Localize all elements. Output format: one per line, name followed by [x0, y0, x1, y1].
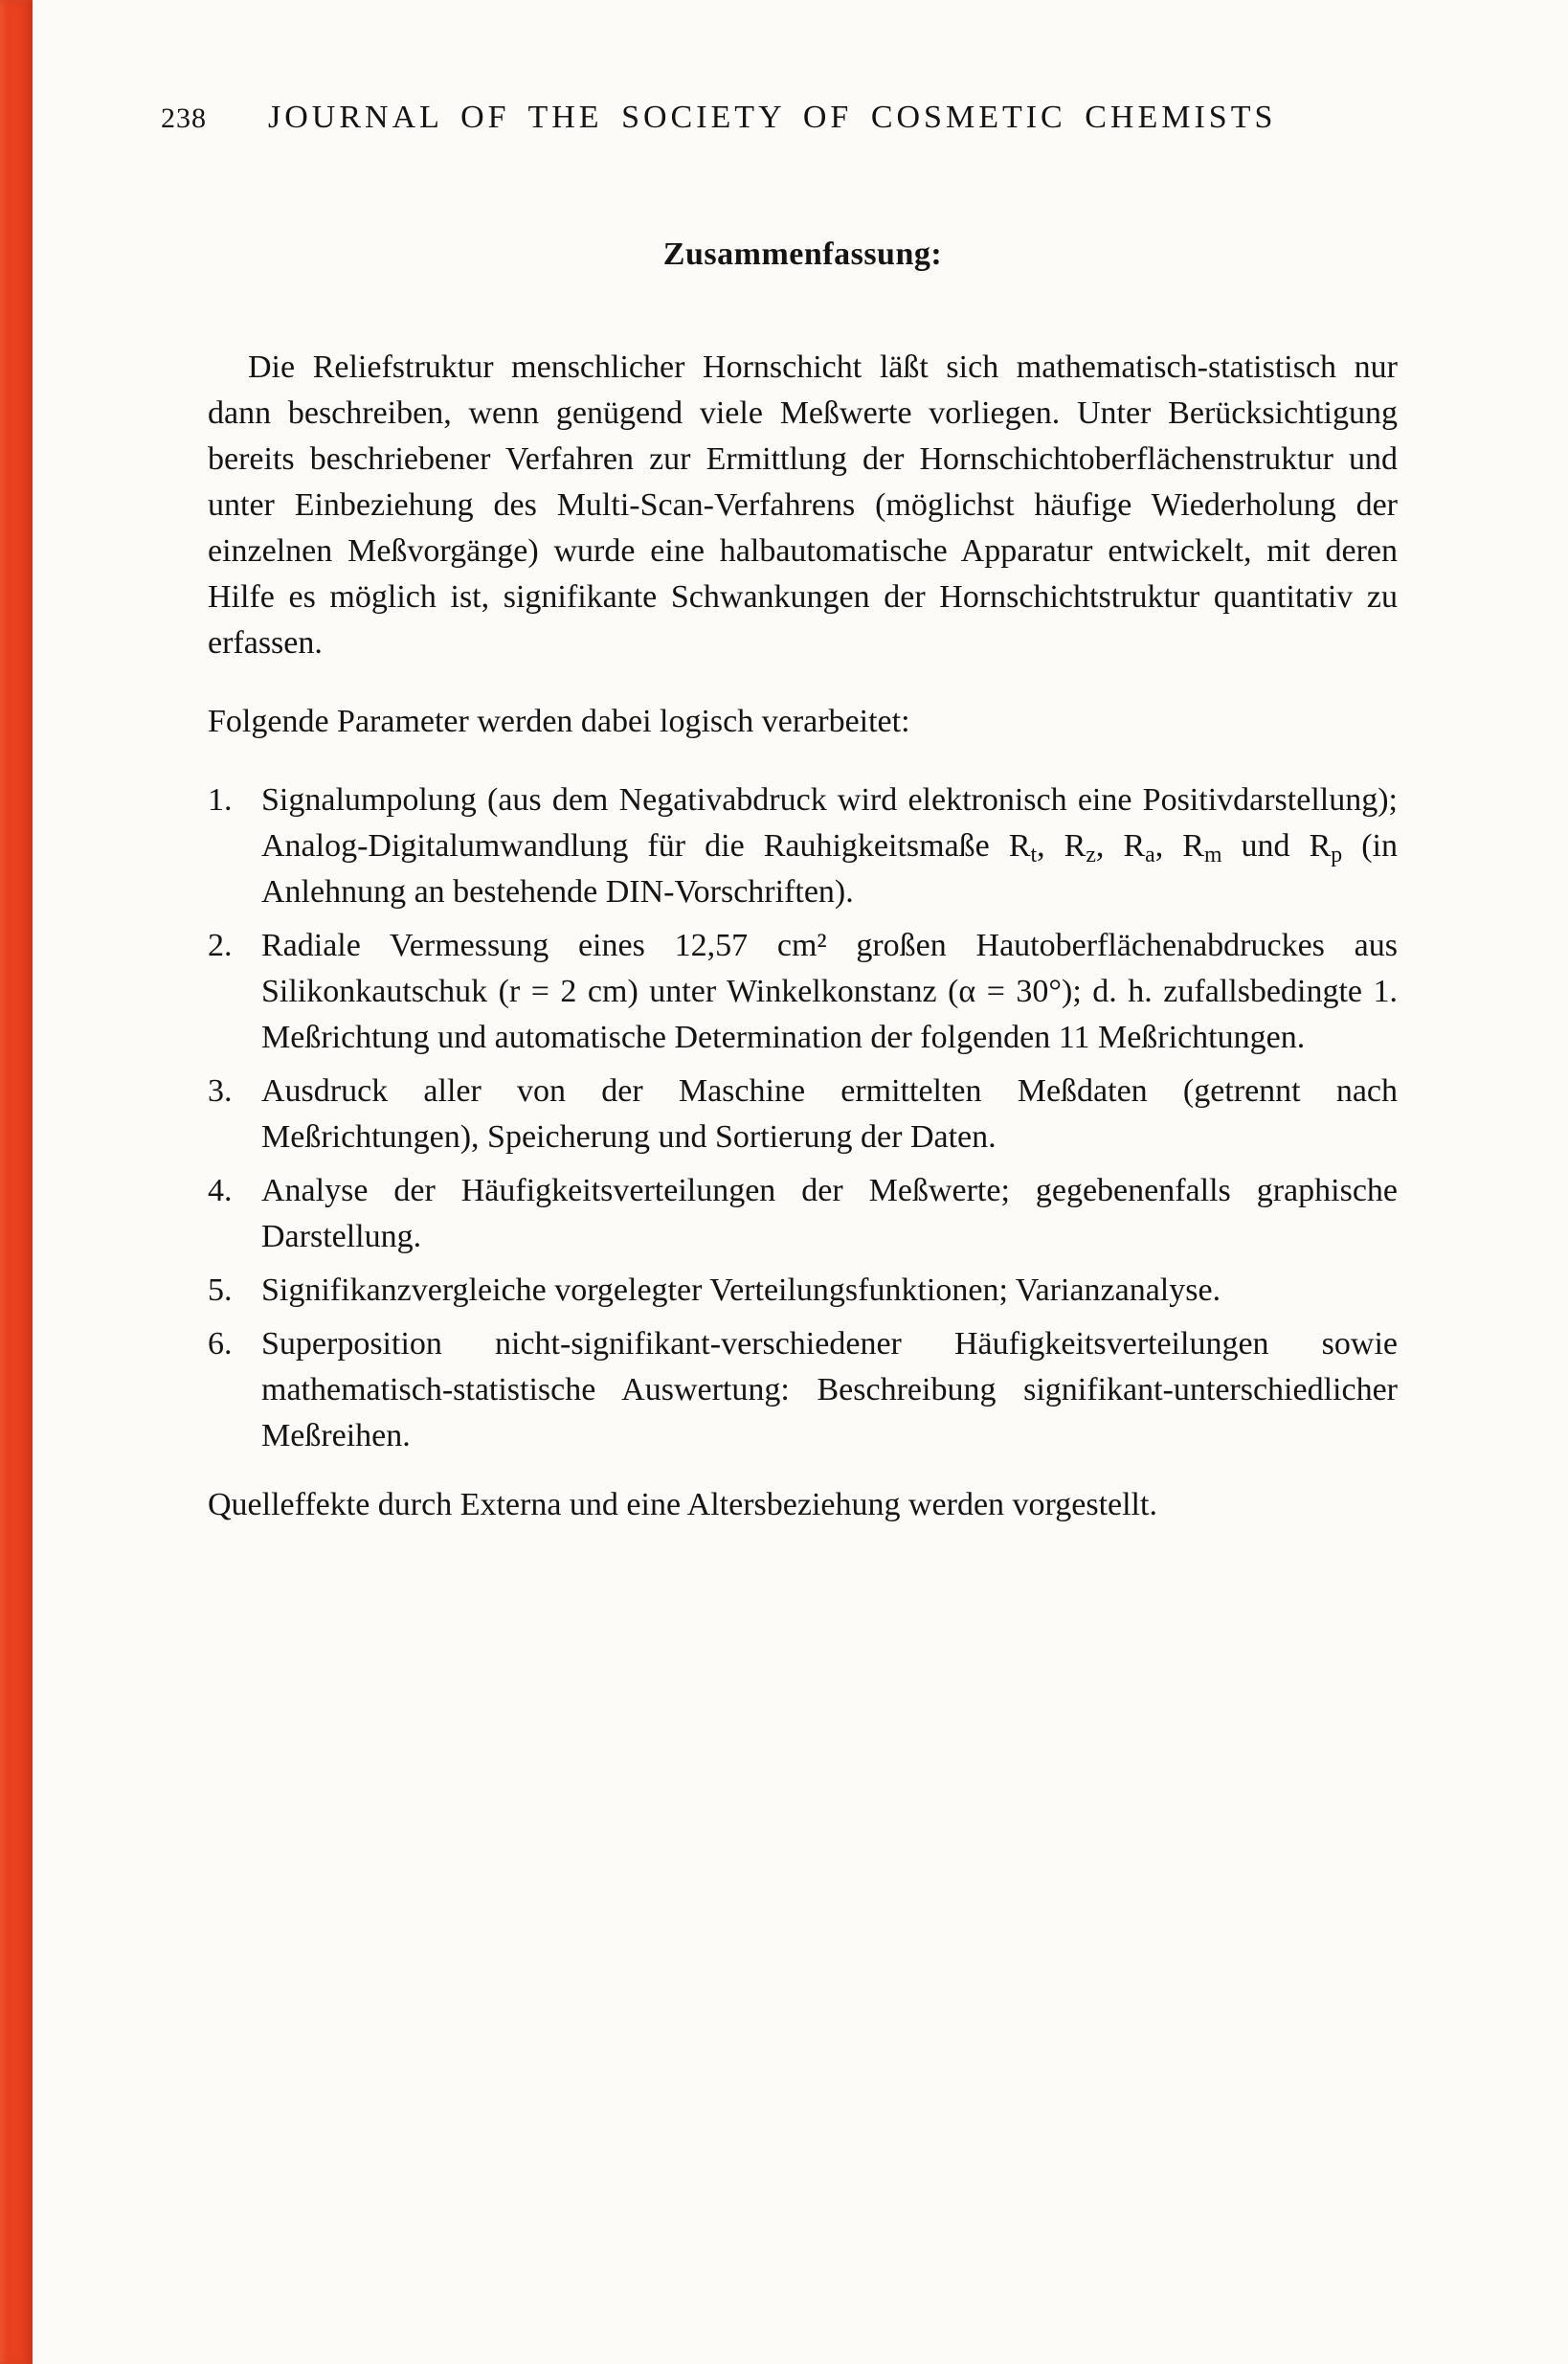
parameter-list — [208, 777, 1398, 1459]
section-title: Zusammenfassung: — [662, 236, 943, 272]
list-item-text: Superposition nicht-signifikant-verschiedener Häufigkeitsverteilungen sowie mathematisch-statistische Auswertung: Beschreibung signifikant-unterschiedlicher Meßreihen. — [261, 1326, 1398, 1453]
list-item — [208, 1268, 1398, 1314]
list-item — [208, 923, 1398, 1061]
list-item-number: 6. — [208, 1326, 233, 1362]
closing-paragraph: Quelleffekte durch Externa und eine Altersbeziehung werden vorgestellt. — [208, 1487, 1157, 1522]
scan-edge-strip — [0, 0, 33, 2364]
list-item-number: 3. — [208, 1073, 233, 1109]
parameters-lead: Folgende Parameter werden dabei logisch verarbeitet: — [208, 704, 910, 739]
list-item-number: 4. — [208, 1173, 233, 1208]
list-item-number: 1. — [208, 782, 233, 818]
journal-title: JOURNAL OF THE SOCIETY OF COSMETIC CHEMISTS — [268, 100, 1277, 135]
list-item-number: 2. — [208, 928, 233, 963]
list-item-text: Radiale Vermessung eines 12,57 cm² großen Hautoberflächenabdruckes aus Silikonkautschuk (r = 2 cm) unter Winkelkonstanz (α = 30°); d. h. zufallsbedingte 1. Meßrichtung und automatische Determination der folgenden 11 Meßrichtungen. — [261, 928, 1398, 1055]
list-item-text: Signalumpolung (aus dem Negativabdruck wird elektronisch eine Positivdarstellung); Analog-Digitalumwandlung für die Rauhigkeitsmaße $R_t$, $R_z$, $R_a$, $R_m$ und $R_p$ (in Anlehnung an bestehende DIN-Vorschriften). — [261, 782, 1398, 910]
list-item-number: 5. — [208, 1272, 233, 1308]
intro-paragraph: Die Reliefstruktur menschlicher Hornschicht läßt sich mathematisch-statistisch nur dann beschreiben, wenn genügend viele Meßwerte vorliegen. Unter Berücksichtigung bereits beschriebener Verfahren zur Ermittlung der Hornschichtoberflächenstruktur und unter Einbeziehung des Multi-Scan-Verfahrens (möglichst häufige Wiederholung der einzelnen Meßvorgänge) wurde eine halbautomatische Apparatur entwickelt, mit deren Hilfe es möglich ist, signifikante Schwankungen der Hornschichtstruktur quantitativ zu erfassen. — [208, 349, 1398, 661]
list-item — [208, 1321, 1398, 1459]
page-number: 238 — [161, 102, 207, 134]
list-item-text: Analyse der Häufigkeitsverteilungen der Meßwerte; gegebenenfalls graphische Darstellung. — [261, 1173, 1398, 1254]
page-content — [208, 0, 1398, 1561]
list-item-text: Signifikanzvergleiche vorgelegter Verteilungsfunktionen; Varianzanalyse. — [261, 1272, 1221, 1308]
list-item — [208, 1168, 1398, 1260]
list-item — [208, 1069, 1398, 1160]
list-item — [208, 777, 1398, 915]
list-item-text: Ausdruck aller von der Maschine ermittelten Meßdaten (getrennt nach Meßrichtungen), Speicherung und Sortierung der Daten. — [261, 1073, 1398, 1155]
